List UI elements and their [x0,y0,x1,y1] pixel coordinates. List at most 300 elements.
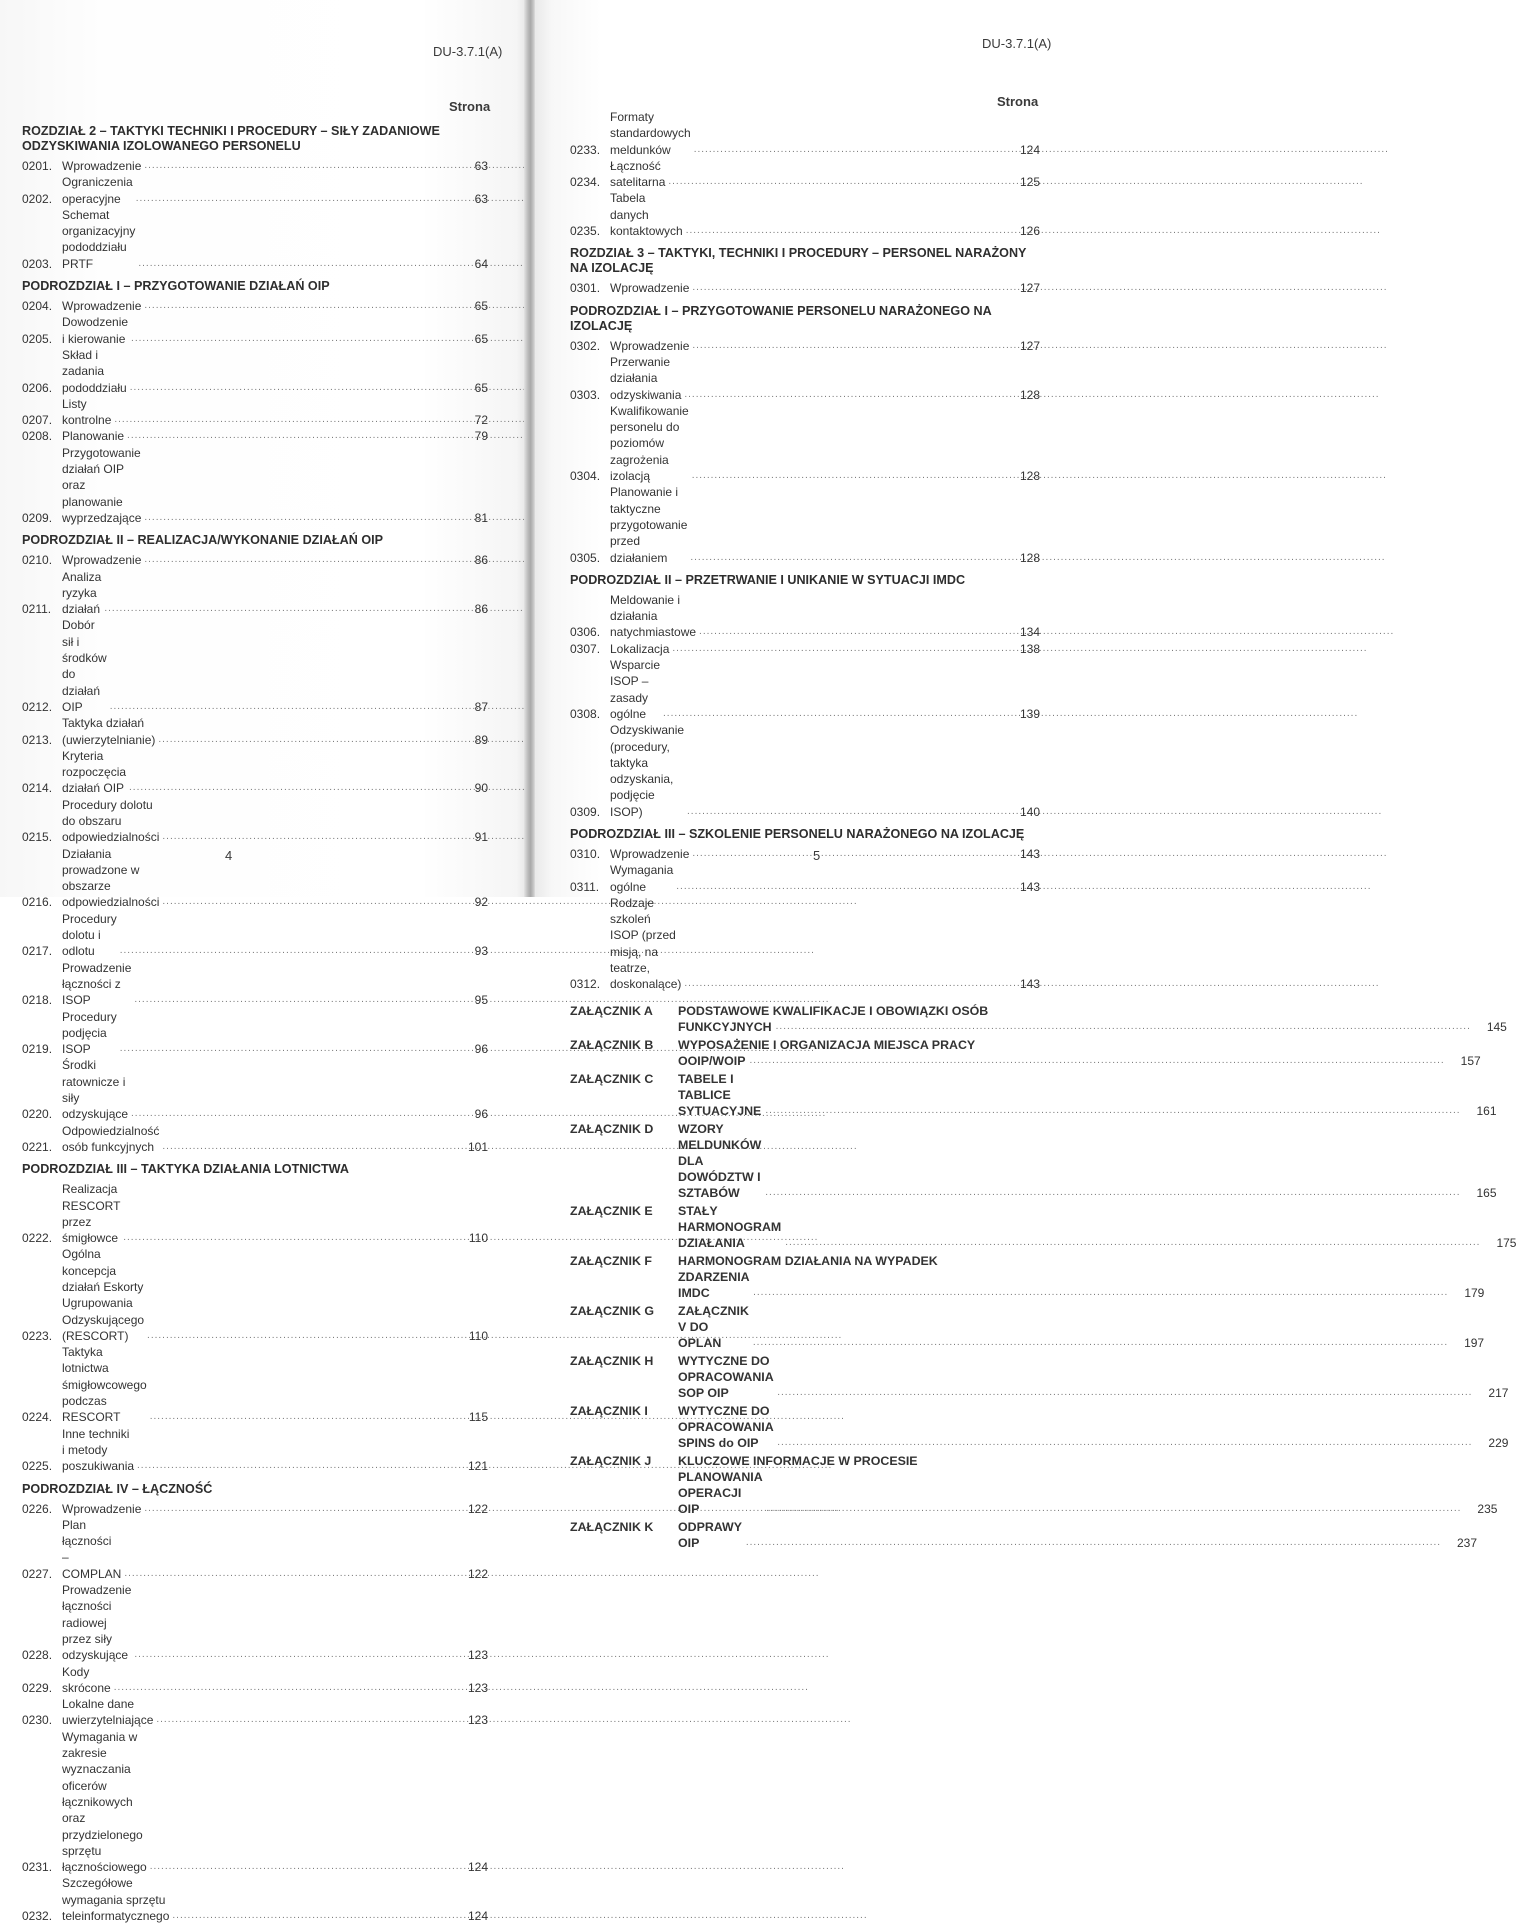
annex-title-line [678,1269,1484,1301]
entry-page: 128 [1019,550,1040,565]
entry-page: 143 [1019,977,1040,992]
entry-page: 128 [1019,469,1040,484]
toc-entry[interactable] [22,911,488,960]
entry-page: 110 [468,1328,488,1343]
entry-title-wrap [610,641,1016,657]
entry-number: 0205. [22,331,53,346]
dot-leader [785,1235,1480,1251]
page-column-label: Strona [997,94,1039,109]
entry-page: 65 [474,299,488,314]
entry-title-wrap [610,354,1016,403]
entry-title-wrap [610,190,1016,239]
dot-leader [765,1103,1460,1119]
spacer [570,566,1040,570]
entry-title-wrap [610,895,1016,993]
entry-page: 72 [474,413,488,428]
toc-entry[interactable] [570,895,1040,993]
toc-entry[interactable] [570,722,1040,820]
annex-body [678,1403,1508,1451]
entry-number: 0224. [22,1410,53,1425]
entry-title-wrap [610,862,1016,895]
annex-body [678,1519,1477,1551]
entry-page: 127 [1019,338,1040,353]
toc-entry[interactable] [22,396,488,429]
dot-leader [150,1859,845,1875]
entry-title: Działania prowadzone w obszarze odpowiedzialności [62,846,160,910]
annex-entry[interactable] [570,1121,1497,1201]
toc-entry[interactable] [22,1875,488,1924]
toc-entry[interactable] [570,109,1040,158]
annex-body [678,1353,1508,1401]
toc-entry[interactable] [22,1664,488,1697]
entry-page: 139 [1019,706,1040,721]
entry-title-wrap [62,748,460,797]
toc-entry[interactable] [22,428,488,444]
entry-title-wrap [62,846,460,911]
spacer [22,526,488,530]
annex-page: 179 [1464,1285,1485,1300]
entry-number: 0219. [22,1042,53,1057]
document-code: DU-3.7.1(A) [433,44,503,59]
entry-number: 0235. [570,224,601,239]
entry-number: 0202. [22,191,53,206]
entry-number: 0216. [22,895,53,910]
toc-entry[interactable] [22,797,488,846]
entry-title: Analiza ryzyka działań [62,569,102,617]
entry-title: Ograniczenia operacyjne [62,175,133,206]
entry-title: Listy kontrolne [62,396,112,428]
entry-title: Odzyskiwanie (procedury, taktyka odzyskania, podjęcie ISOP) [610,723,685,819]
entry-title: Tabela danych kontaktowych [610,191,683,239]
toc-entry[interactable] [22,1246,488,1344]
section-heading[interactable]: PODROZDZIAŁ III – TAKTYKA DZIAŁANIA LOTNICTWA [22,1162,349,1177]
entry-page: 122 [467,1566,488,1581]
entry-title-wrap [62,1729,460,1876]
annex-id: ZAŁĄCZNIK C [570,1071,654,1086]
section-heading[interactable]: PODROZDZIAŁ II – PRZETRWANIE I UNIKANIE W SYTUACJI IMDC [570,572,966,587]
entry-title: Lokalizacja [610,641,670,656]
entry-title: Przerwanie działania odzyskiwania [610,354,682,402]
left-page [0,0,527,1923]
entry-page: 123 [467,1680,488,1695]
entry-number: 0233. [570,142,601,157]
entry-title-wrap [62,1517,460,1582]
entry-page: 96 [474,1042,488,1057]
entry-title: Formaty standardowych meldunków [610,110,691,157]
entry-number: 0209. [22,510,53,525]
toc-entry[interactable] [570,338,1040,354]
annex-id: ZAŁĄCZNIK K [570,1519,654,1534]
annex-title-line [678,1519,1477,1551]
annex-title-line [678,1403,1508,1451]
entry-page: 65 [474,331,488,346]
entry-title-wrap [610,280,1016,296]
entry-title-wrap [62,552,460,568]
toc-entry[interactable] [570,862,1040,895]
section-heading[interactable]: PODROZDZIAŁ III – SZKOLENIE PERSONELU NARAŻONEGO NA IZOLACJĘ [570,826,1025,841]
toc-entry[interactable] [22,298,488,314]
entry-number: 0218. [22,993,53,1008]
toc-entry[interactable] [22,445,488,526]
entry-title: Środki ratownicze i siły odzyskujące [62,1058,129,1122]
entry-title-wrap [610,722,1016,820]
toc-entry[interactable] [22,1582,488,1663]
section-heading[interactable]: PODROZDZIAŁ I – PRZYGOTOWANIE DZIAŁAŃ OIP [22,279,330,294]
annex-entry[interactable] [570,1453,1498,1517]
annex-page: 161 [1476,1103,1497,1118]
entry-number: 0301. [570,281,601,296]
entry-number: 0203. [22,256,53,271]
spacer [570,820,1040,824]
entry-title-wrap [62,347,460,396]
entry-page: 125 [1019,175,1040,190]
dot-leader [753,1285,1448,1301]
right-page [535,0,1516,1550]
annex-page: 237 [1457,1535,1478,1550]
dot-leader [746,1535,1441,1551]
entry-page: 89 [474,732,488,747]
entry-title: Rodzaje szkoleń ISOP (przed misją, na teatrze, doskonalące) [610,895,682,992]
entry-title-wrap [62,1426,460,1475]
entry-page: 63 [474,191,488,206]
toc-entry[interactable] [22,569,488,618]
entry-title: Wprowadzenie [610,281,690,296]
entry-title: Dowodzenie i kierowanie [62,315,129,346]
annex-title-line [678,1469,1497,1517]
annex-title: KLUCZOWE INFORMACJE W PROCESIE [678,1453,918,1468]
section-heading[interactable]: PODROZDZIAŁ II – REALIZACJA/WYKONANIE DZIAŁAŃ OIP [22,533,384,548]
entry-number: 0305. [570,550,601,565]
annex-title-line [678,1019,1507,1035]
entry-title: Wprowadzenie [62,1501,142,1516]
toc-entry[interactable] [22,1123,488,1156]
annex-id: ZAŁĄCZNIK E [570,1203,653,1218]
annex-id: ZAŁĄCZNIK D [570,1121,654,1136]
dot-leader [753,1335,1448,1351]
section-heading[interactable]: ROZDZIAŁ 3 – TAKTYKI, TECHNIKI I PROCEDURY – PERSONEL NARAŻONY NA IZOLACJĘ [570,246,1027,276]
entry-title: Schemat organizacyjny pododdziału PRTF [62,207,136,271]
entry-number: 0214. [22,781,53,796]
toc-entry[interactable] [570,403,1040,484]
entry-number: 0307. [570,641,601,656]
toc-entry[interactable] [570,484,1040,565]
annex-title: HARMONOGRAM DZIAŁANIA NA WYPADEK [678,1253,938,1268]
entry-number: 0310. [570,846,601,861]
entry-title: Planowanie [62,429,125,444]
annex-title-cont: FUNKCYJNYCH [678,1019,772,1034]
toc-entry[interactable] [570,641,1040,657]
toc-entry[interactable] [22,748,488,797]
toc-entry[interactable] [22,207,488,272]
entry-title-wrap [62,445,460,526]
entry-title-wrap [62,1875,460,1924]
entry-title: Kody skrócone [62,1664,111,1695]
entry-title: Wsparcie ISOP – zasady ogólne [610,658,661,721]
toc-entry[interactable] [22,1057,488,1122]
dot-leader [777,1385,1472,1401]
entry-title-wrap [62,797,460,846]
annex-page: 229 [1488,1435,1509,1450]
section-heading[interactable]: ROZDZIAŁ 2 – TAKTYKI TECHNIKI I PROCEDURY – SIŁY ZADANIOWE ODZYSKIWANIA IZOLOWANEGO PERSONELU [22,124,440,153]
entry-number: 0302. [570,338,601,353]
annex-title: PODSTAWOWE KWALIFIKACJE I OBOWIĄZKI OSÓB [678,1003,989,1018]
entry-number: 0211. [22,602,52,617]
entry-title: Szczegółowe wymagania sprzętu teleinformatycznego [62,1876,170,1923]
entry-title-wrap [62,174,460,207]
annex-title: ZAŁĄCZNIK V DO OPLAN [678,1303,749,1350]
annex-title: WYTYCZNE DO OPRACOWANIA SPINS do OIP [678,1403,774,1450]
dot-leader [156,1712,851,1728]
entry-number: 0225. [22,1459,53,1474]
entry-number: 0228. [22,1648,53,1663]
entry-page: 143 [1019,879,1040,894]
annex-body [678,1203,1516,1251]
toc-entry[interactable] [22,1426,488,1475]
annex-entry[interactable] [570,1203,1516,1251]
annex-id: ZAŁĄCZNIK H [570,1353,654,1368]
toc-entry[interactable] [570,846,1040,862]
entry-title-wrap [62,1246,460,1344]
entry-page: 124 [467,1908,488,1923]
annex-id: ZAŁĄCZNIK I [570,1403,648,1418]
entry-page: 110 [468,1231,488,1246]
entry-title: Kryteria rozpoczęcia działań OIP [62,748,127,796]
entry-title: Wprowadzenie [62,299,142,314]
annex-entry[interactable] [570,1003,1507,1035]
spacer [22,1155,488,1159]
section-heading[interactable]: PODROZDZIAŁ I – PRZYGOTOWANIE PERSONELU NARAŻONEGO NA IZOLACJĘ [570,303,992,333]
entry-number: 0309. [570,804,601,819]
toc-entry[interactable] [22,174,488,207]
annex-id: ZAŁĄCZNIK G [570,1303,654,1318]
entry-page: 138 [1019,641,1040,656]
annex-body [678,1071,1497,1119]
entry-page: 92 [474,895,488,910]
entry-title-wrap [62,1501,460,1517]
annex-body [678,1003,1507,1035]
entry-title: Prowadzenie łączności z ISOP [62,960,132,1008]
entry-title-wrap [62,1123,460,1156]
entry-page: 81 [474,510,488,525]
entry-title-wrap [62,1057,460,1122]
entry-title: Przygotowanie działań OIP oraz planowanie wyprzedzające [62,445,142,525]
entry-page: 101 [467,1139,488,1154]
dot-leader [694,142,1389,158]
entry-number: 0213. [22,732,53,747]
annex-title: WYPOSAŻENIE I ORGANIZACJA MIEJSCA PRACY [678,1037,976,1052]
entry-title: Realizacja RESCORT przez śmigłowce [62,1182,121,1246]
entry-title-wrap [610,109,1016,158]
annex-page: 145 [1486,1019,1507,1034]
entry-number: 0226. [22,1501,53,1516]
toc-entry[interactable] [22,960,488,1009]
toc-entry[interactable] [22,314,488,347]
entry-page: 124 [1019,142,1040,157]
entry-page: 127 [1019,281,1040,296]
annex-page: 157 [1460,1053,1481,1068]
annex-entry[interactable] [570,1353,1509,1401]
annex-title-cont: PLANOWANIA OPERACJI OIP [678,1469,763,1516]
entry-title: Łączność satelitarna [610,158,666,190]
annex-entry[interactable] [570,1071,1497,1119]
entry-title-wrap [62,428,460,444]
entry-number: 0204. [22,299,53,314]
entry-title: Wprowadzenie [62,553,142,568]
entry-page: 143 [1019,846,1040,861]
toc-entry[interactable] [22,347,488,396]
annex-page: 235 [1477,1501,1498,1516]
annex-title-line [678,1053,1481,1069]
entry-title: Prowadzenie łączności radiowej przez siły odzyskujące [62,1583,132,1663]
annex-body [678,1453,1497,1517]
entry-page: 64 [474,256,488,271]
toc-entry[interactable] [570,280,1040,296]
toc-entry[interactable] [22,1344,488,1425]
entry-title: Procedury podjęcia ISOP [62,1009,117,1057]
toc-entry[interactable] [22,1501,488,1517]
entry-number: 0215. [22,830,53,845]
toc-entry[interactable] [570,354,1040,403]
entry-page: 79 [474,429,488,444]
toc-entry[interactable] [22,1181,488,1246]
entry-title-wrap [62,617,460,715]
entry-number: 0229. [22,1680,53,1695]
page-number: 5 [813,848,821,863]
spacer [570,997,1040,1001]
entry-title-wrap [62,158,460,174]
entry-title: Taktyka lotnictwa śmigłowcowego podczas RESCORT [62,1345,147,1425]
entry-number: 0222. [22,1231,53,1246]
document-code: DU-3.7.1(A) [982,36,1052,51]
annex-entry[interactable] [570,1253,1485,1301]
annex-body [678,1303,1484,1351]
entry-title: Meldowanie i działania natychmiastowe [610,592,697,640]
entry-number: 0304. [570,469,601,484]
toc-entry[interactable] [22,158,488,174]
entry-page: 86 [474,602,488,617]
annex-title-cont: ZDARZENIA IMDC [678,1269,750,1300]
entry-title-wrap [62,569,460,618]
entry-page: 123 [467,1648,488,1663]
annex-page: 197 [1464,1335,1485,1350]
entry-title-wrap [62,1181,460,1246]
annex-title-line [678,1253,1484,1269]
entry-number: 0221. [22,1139,53,1154]
dot-leader [777,1435,1472,1451]
toc-entry[interactable] [22,715,488,748]
entry-page: 63 [474,159,488,173]
spacer [570,239,1040,243]
entry-title: Wprowadzenie [62,159,142,173]
annex-title-line [678,1071,1497,1119]
annex-title-line [678,1353,1508,1401]
annex-id: ZAŁĄCZNIK A [570,1003,653,1018]
toc-entry[interactable] [22,1729,488,1876]
spacer [22,272,488,276]
entry-page: 123 [467,1713,488,1728]
entry-number: 0227. [22,1566,53,1581]
toc-entry[interactable] [22,552,488,568]
dot-leader [749,1053,1444,1069]
toc-entry[interactable] [570,190,1040,239]
toc-entry[interactable] [570,592,1040,641]
spacer [570,297,1040,301]
toc-entry[interactable] [22,1696,488,1729]
entry-title-wrap [62,396,460,429]
entry-title-wrap [62,1582,460,1663]
entry-title-wrap [610,484,1016,565]
entry-title: Dobór sił i środków do działań OIP [62,618,107,714]
entry-page: 86 [474,553,488,568]
entry-number: 0212. [22,699,53,714]
annex-entry[interactable] [570,1403,1509,1451]
entry-title-wrap [62,911,460,960]
annex-body [678,1253,1484,1301]
toc-entry[interactable] [570,657,1040,722]
page-number: 4 [225,848,233,863]
entry-title-wrap [610,403,1016,484]
annex-title-line [678,1003,1507,1019]
annex-entry[interactable] [570,1519,1478,1551]
entry-title-wrap [62,207,460,272]
annex-title-line [678,1453,1497,1469]
dot-leader [765,1185,1460,1201]
entry-page: 126 [1019,224,1040,239]
dot-leader [699,624,1394,640]
entry-page: 122 [467,1501,488,1516]
annex-page: 175 [1496,1235,1516,1250]
annex-entry[interactable] [570,1037,1481,1069]
toc-entry[interactable] [22,1517,488,1582]
toc-entry[interactable] [22,846,488,911]
annex-body [678,1121,1497,1201]
entry-page: 124 [467,1860,488,1875]
spacer [22,1475,488,1479]
entry-title-wrap [62,298,460,314]
entry-title-wrap [610,158,1016,191]
annex-entry[interactable] [570,1303,1485,1351]
entry-page: 91 [474,830,488,845]
annex-title: WYTYCZNE DO OPRACOWANIA SOP OIP [678,1353,774,1400]
toc-entry[interactable] [22,1009,488,1058]
entry-title: Skład i zadania pododdziału [62,347,127,395]
annex-page: 165 [1476,1185,1497,1200]
entry-number: 0223. [22,1328,53,1343]
entry-title: Ogólna koncepcja działań Eskorty Ugrupowania Odzyskującego (RESCORT) [62,1247,145,1343]
entry-title: Wymagania w zakresie wyznaczania oficerów łącznikowych oraz przydzielonego sprzętu łącznościowego [62,1729,147,1875]
annex-title-line [678,1121,1497,1201]
annex-id: ZAŁĄCZNIK B [570,1037,654,1052]
entry-title: Taktyka działań (uwierzytelnianie) [62,716,156,747]
toc-entry[interactable] [570,158,1040,191]
entry-page: 65 [474,380,488,395]
entry-page: 95 [474,993,488,1008]
entry-page: 93 [474,944,488,959]
entry-page: 121 [467,1459,488,1474]
entry-title-wrap [62,960,460,1009]
annex-id: ZAŁĄCZNIK J [570,1453,652,1468]
annex-body [678,1037,1481,1069]
entry-title-wrap [610,657,1016,722]
toc-entry[interactable] [22,617,488,715]
section-heading[interactable]: PODROZDZIAŁ IV – ŁĄCZNOŚĆ [22,1481,213,1496]
entry-title-wrap [62,1664,460,1697]
annex-id: ZAŁĄCZNIK F [570,1253,652,1268]
table-of-contents-left [22,121,488,1928]
entry-title-wrap [610,338,1016,354]
entry-title-wrap [62,1696,460,1729]
entry-title: Wprowadzenie [610,846,690,861]
